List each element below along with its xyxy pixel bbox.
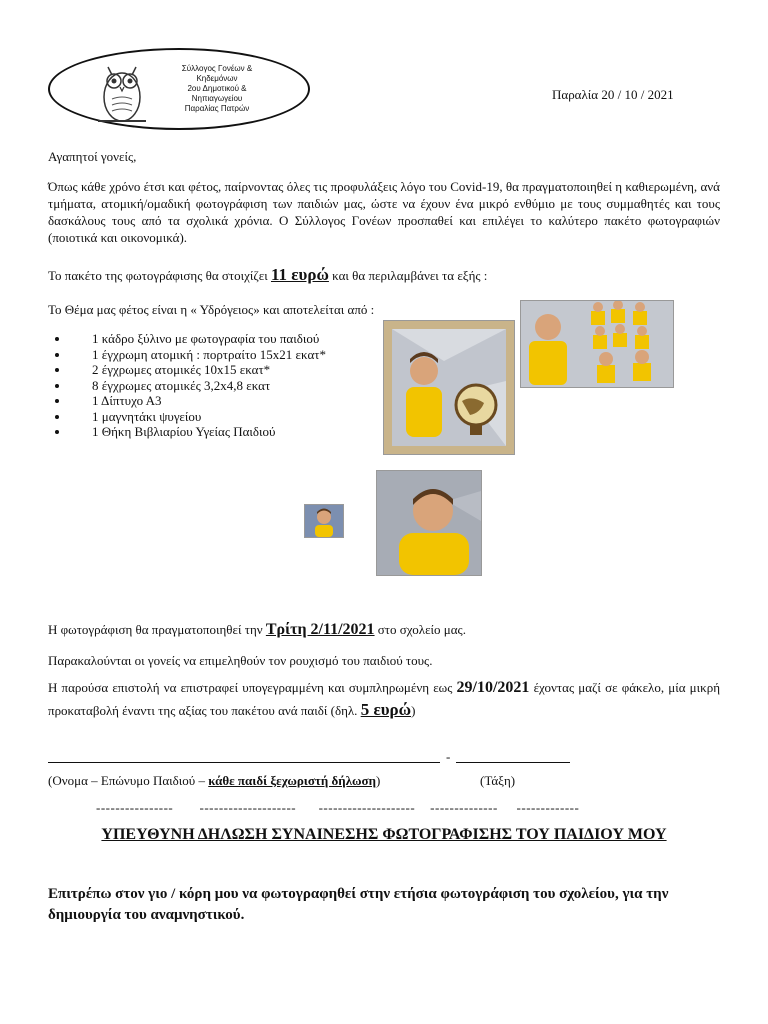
intro-paragraph: Όπως κάθε χρόνο έτσι και φέτος, παίρνοντας όλες τις προφυλάξεις λόγο του Covid-19, θα πραγματοποιηθεί η καθιερωμένη, ανά τμήματα, ατομική/ομαδική φωτογράφιση των παιδιών μας, ώστε να έχουν ένα μικρό ενθύμιο με τους συμμαθητές και τους δασκάλους τους από τα σχολικά χρόνια. Ο Σύλλογος Γονέων προσπαθεί και επιλέγει το καλύτερο πακέτο φωτογραφιών (ποιοτικά και οικονομικά). [48,179,720,245]
logo-text [162,64,272,114]
list-item: • 1 Θήκη Βιβλιαρίου Υγείας Παιδιού [70,424,326,440]
declaration-heading: ΥΠΕΥΘΥΝΗ ΔΗΛΩΣΗ ΣΥΝΑΙΝΕΣΗΣ ΦΩΤΟΓΡΑΦΙΣΗΣ ΤΟΥ ΠΑΙΔΙΟΥ ΜΟΥ [101,826,667,843]
photo-session-date: Τρίτη 2/11/2021 [265,621,375,638]
class-field[interactable] [456,748,570,763]
price-line [48,266,720,284]
clothing-note: Παρακαλούνται οι γονείς να επιμεληθούν τον ρουχισμό του παιδιού τους. [48,653,433,668]
letter-date: Παραλία 20 / 10 / 2021 [552,87,674,102]
class-field-label: (Τάξη) [480,773,516,788]
price-text-after: και θα περιλαμβάνει τα εξής : [328,268,488,283]
logo-line: Σύλλογος Γονέων & [181,64,253,73]
framed-photo-sample [383,320,515,455]
schedule-text-after: στο σχολείο μας. [374,622,466,637]
schedule-line [48,621,720,638]
package-items-list [48,331,326,440]
field-separator: - [446,749,451,764]
child-name-field[interactable] [48,748,440,763]
owl-icon [94,55,150,125]
logo-line: Νηπιαγωγείου [191,94,243,103]
return-deadline: 29/10/2021 [456,679,530,696]
theme-line: Το Θέμα μας φέτος είναι η « Υδρόγειος» και αποτελείται από : [48,302,375,317]
cut-line: ---------------- -------------------- -------------------- -------------- ------------- [96,800,580,815]
list-item: • 1 κάδρο ξύλινο με φωτογραφία του παιδιού [70,331,326,347]
portrait-photo-sample [376,470,482,576]
name-label-before: (Ονομα – Επώνυμο Παιδιού – [48,773,209,788]
return-text-end: ) [411,703,416,718]
name-field-label [48,772,380,789]
return-instructions [48,677,720,722]
name-label-note: κάθε παιδί ξεχωριστή δήλωση [208,773,376,788]
list-item: • 8 έγχρωμες ατομικές 3,2x4,8 εκατ [70,378,326,394]
package-price: 11 ευρώ [270,265,329,284]
list-item: • 2 έγχρωμες ατομικές 10x15 εκατ* [70,362,326,378]
magnet-photo-sample [304,504,344,538]
collage-photo-sample [520,300,674,388]
deposit-amount: 5 ευρώ [360,700,412,719]
return-text-before: Η παρούσα επιστολή να επιστραφεί υπογεγραμμένη και συμπληρωμένη εως [48,680,457,695]
list-item: • 1 μαγνητάκι ψυγείου [70,409,326,425]
logo-line: Παραλίας Πατρών [184,104,250,113]
greeting: Αγαπητοί γονείς, [48,149,137,164]
list-item: • 1 έγχρωμη ατομική : πορτραίτο 15x21 εκατ* [70,347,326,363]
name-label-after: ) [376,773,381,788]
price-text-before: Το πακέτο της φωτογράφισης θα στοιχίζει [48,268,271,283]
logo-line: Κηδεμόνων [196,74,238,83]
schedule-text-before: Η φωτογράφιση θα πραγματοποιηθεί την [48,622,266,637]
list-item: • 1 Δίπτυχο Α3 [70,393,326,409]
consent-statement: Επιτρέπω στον γιο / κόρη μου να φωτογραφηθεί στην ετήσια φωτογράφιση του σχολείου, για την δημιουργία του αναμνηστικού. [48,886,669,923]
logo-line: 2ου Δημοτικού & [187,84,247,93]
return-text-middle: έχοντας μαζί σε φάκελο, μία μικρή προκαταβολή έναντι της αξίας του πακέτου ανά παιδί (δηλ. [48,680,720,718]
